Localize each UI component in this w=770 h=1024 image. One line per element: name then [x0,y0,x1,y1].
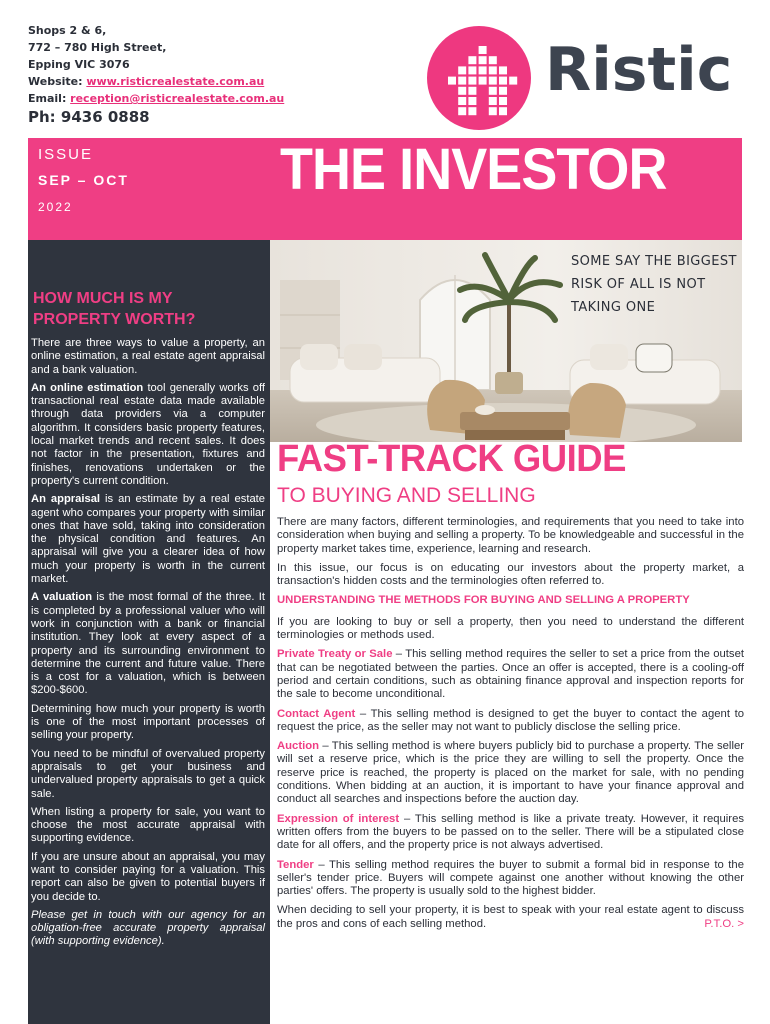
logo-pixel [499,77,507,85]
logo-pixel [499,66,507,74]
guide-title: FAST-TRACK GUIDE [277,438,627,480]
method-auction [277,740,744,806]
term-auction: Auction [277,740,320,753]
method-contact-agent [277,708,744,735]
sidebar-determining-paragraph: Determining how much your property is worth is one of the most important processes of selling your property. [31,702,265,742]
issue-label: ISSUE [38,146,94,163]
closing-paragraph [277,904,744,931]
address-line-3: Epping VIC 3076 [28,58,130,71]
guide-paragraph-2: In this issue, our focus is on educating our investors about the property market, a transaction's hidden costs and the terminologies often referred to. [277,561,744,588]
email-link[interactable]: reception@risticrealestate.com.au [70,92,285,105]
sidebar-unsure-paragraph: If you are unsure about an appraisal, you may want to consider paying for a valuation. This report can also be given to potential buyers if you decide to. [31,850,265,903]
newsletter-title: THE INVESTOR [280,137,667,202]
logo-pixel [489,87,497,95]
closing-text: When deciding to sell your property, it is best to speak with your real estate agent to discuss the pros and cons of each selling method. [277,904,744,930]
auction-text: – This selling method is where buyers publicly bid to purchase a property. The seller will set a reserve price, which is the price they are willing to sell the property. Once the reserve price is reached, the property is placed on the market for sale, with no pending conditions. When bidding at an auction, it is important to have your finance approval and conduct all searches and inspections before the auction day. [277,740,744,806]
term-appraisal: An appraisal [31,493,101,506]
logo-pixel [458,66,466,74]
logo-pixel [468,107,476,115]
sidebar-contact-paragraph [31,909,265,949]
method-expression-of-interest [277,813,744,853]
logo-pixel [458,87,466,95]
guide-subtitle: TO BUYING AND SELLING [277,484,536,507]
logo-pixel [489,77,497,85]
logo-pixel [448,77,456,85]
brand-name: Ristic [545,35,733,105]
logo-pixel [499,87,507,95]
term-online-estimation: An online estimation [31,381,144,394]
logo-pixel [489,97,497,105]
website-link[interactable]: www.risticrealestate.com.au [86,75,265,88]
email-label: Email: [28,92,71,105]
logo-pixel [468,66,476,74]
method-private-treaty [277,648,744,701]
term-contact-agent: Contact Agent [277,707,356,720]
sidebar-listing-paragraph: When listing a property for sale, you want to choose the most accurate appraisal with supporting evidence. [31,805,265,845]
guide-paragraph-1: There are many factors, different terminologies, and requirements that you need to take into consideration when buying and selling a property. To be knowledgeable and successful in the property market takes time, experience, learning and research. [277,516,744,555]
address-line-1: Shops 2 & 6, [28,24,107,37]
term-valuation: A valuation [31,591,93,604]
sidebar-heading: HOW MUCH IS MY PROPERTY WORTH? [33,290,196,328]
logo-pixel [458,107,466,115]
logo-pixel [509,77,517,85]
valuation-text: is the most formal of the three. It is completed by a professional valuer who will work in conjunction with a bank or financial institution. They look at every aspect of a property and its surrounding environment to determine the current and future value. There is a cost for a valuation, which is between $200-$600. [31,591,265,697]
email-row [28,90,284,107]
sidebar-appraisal-paragraph [31,493,265,586]
sidebar-body [31,337,265,954]
issue-month: SEP – OCT [38,172,129,188]
logo-pixel [479,46,487,54]
guide-paragraph-3: If you are looking to buy or sell a property, then you need to understand the different terminologies or methods used. [277,615,744,642]
hero-quote: SOME SAY THE BIGGEST RISK OF ALL IS NOT TAKING ONE [571,254,737,315]
logo-pixel [468,56,476,64]
sidebar-intro: There are three ways to value a property, an online estimation, a real estate agent appraisal and a bank valuation. [31,337,265,376]
logo-pixel [499,97,507,105]
logo-pixel [499,107,507,115]
expression-of-interest-text: – This selling method is like a private treaty. However, it requires written offers from the buyers to be passed on to the seller. There will be a stipulated close date for all offers, and the property price is not always advertised. [277,812,744,852]
methods-heading: UNDERSTANDING THE METHODS FOR BUYING AND SELLING A PROPERTY [277,594,690,607]
term-expression-of-interest: Expression of interest [277,812,400,825]
tender-text: – This selling method requires the buyer to submit a formal bid in response to the seller's tender price. Buyers will compete against one another without knowing the other parties' offers. The property is usually sold to the highest bidder. [277,858,744,898]
logo-pixel [479,56,487,64]
brand-logo-icon [427,26,531,130]
contact-agent-text: – This selling method is designed to get the buyer to contact the agent to request the price, as the seller may not want to publicly disclose the selling price. [277,707,744,733]
phone-number: Ph: 9436 0888 [28,108,150,126]
logo-pixel [479,77,487,85]
online-estimation-text: tool generally works off transactional real estate data made available through data providers via a computer algorithm. It considers basic property features, local market trends and recent sales. It does not factor in the presentation, fixtures and finishes, renovations undertaken or the property's current condition. [31,381,265,487]
sidebar-valuation-paragraph [31,591,265,697]
private-treaty-text: – This selling method requires the seller to set a price from the outset that can be negotiated between the parties. Once an offer is accepted, there is a cooling-off period and certain conditions, such as obtaining finance approval and inspection reports for the sale to become unconditional. [277,648,744,701]
logo-pixel [458,77,466,85]
logo-pixel [458,97,466,105]
logo-pixel [468,87,476,95]
guide-body [277,516,744,937]
logo-pixel [468,77,476,85]
page-turn-link[interactable]: P.T.O. > [704,917,744,930]
logo-pixel [489,56,497,64]
term-tender: Tender [277,858,314,871]
logo-pixel [489,107,497,115]
website-label: Website: [28,75,87,88]
sidebar-mindful-paragraph: You need to be mindful of overvalued property appraisals to get your business and undervalued property appraisals to get a quick sale. [31,747,265,800]
sidebar-contact-text: Please get in touch with our agency for an obligation-free accurate property appraisal (with supporting evidence). [31,908,265,948]
logo-pixel [468,97,476,105]
website-row [28,73,284,90]
logo-pixel [489,66,497,74]
sidebar-online-paragraph [31,382,265,488]
appraisal-text: is an estimate by a real estate agent who compares your property with similar ones that have sold, taking into consideration the physical condition and features. An appraisal will give you a clearer idea of how much your property is worth in the current market. [31,493,265,586]
address-line-2: 772 – 780 High Street, [28,41,167,54]
contact-details [28,22,284,107]
method-tender [277,859,744,899]
issue-year: 2022 [38,200,73,214]
term-private-treaty: Private Treaty or Sale [277,648,393,661]
logo-pixel [479,66,487,74]
